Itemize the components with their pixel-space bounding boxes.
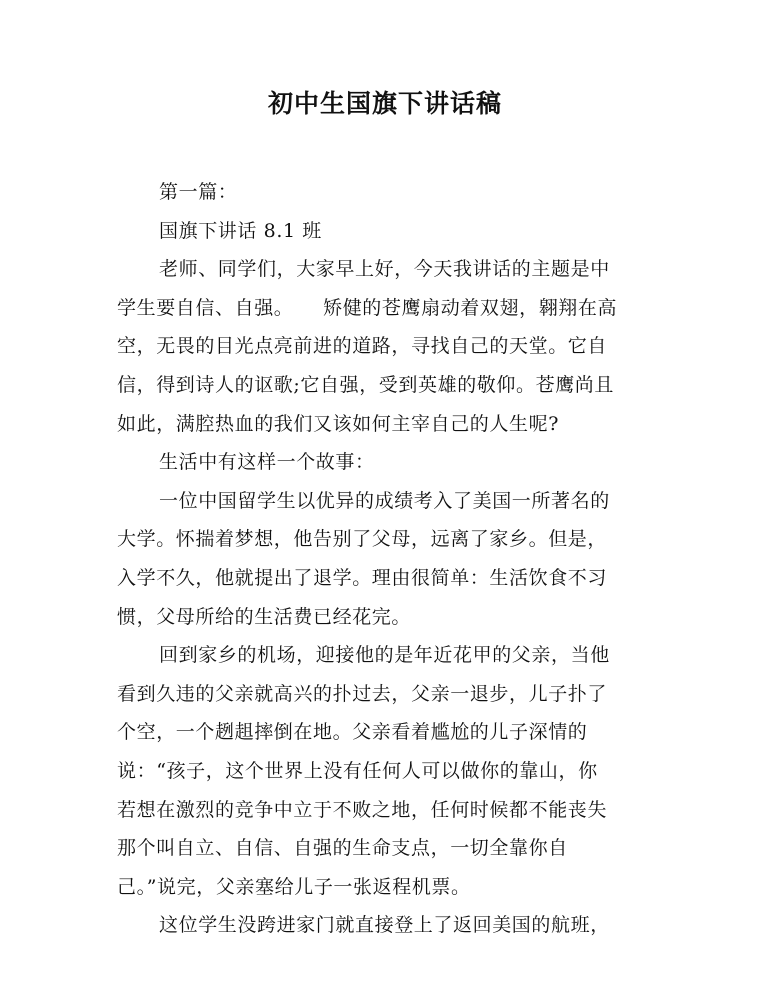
document-body	[117, 173, 677, 945]
paragraph-line: 生活中有这样一个故事：	[159, 451, 375, 474]
paragraph-line: 己。”说完，父亲塞给儿子一张返程机票。	[117, 875, 471, 898]
paragraph-line: 一位中国留学生以优异的成绩考入了美国一所著名的	[159, 489, 610, 512]
paragraph-line: 这位学生没跨进家门就直接登上了返回美国的航班，	[159, 914, 610, 937]
paragraph-line: 说：“孩子，这个世界上没有任何人可以做你的靠山，你	[117, 759, 598, 782]
paragraph-line: 入学不久，他就提出了退学。理由很简单：生活饮食不习	[117, 566, 608, 589]
paragraph-line: 大学。怀揣着梦想，他告别了父母，远离了家乡。但是，	[117, 528, 608, 551]
paragraph-line: 那个叫自立、自信、自强的生命支点，一切全靠你自	[117, 837, 568, 860]
document-title: 初中生国旗下讲话稿	[267, 89, 502, 118]
paragraph-line: 国旗下讲话 8.1 班	[159, 219, 322, 242]
paragraph-line: 惯，父母所给的生活费已经花完。	[117, 605, 412, 628]
paragraph-line: 空，无畏的目光点亮前进的道路，寻找自己的天堂。它自	[117, 335, 608, 358]
paragraph-line: 个空，一个趔趄摔倒在地。父亲看着尴尬的儿子深情的	[117, 721, 588, 744]
paragraph-line: 若想在激烈的竞争中立于不败之地，任何时候都不能丧失	[117, 798, 608, 821]
paragraph-line: 信，得到诗人的讴歌;它自强，受到英雄的敬仰。苍鹰尚且	[117, 373, 615, 396]
paragraph-line: 学生要自信、自强。 矫健的苍鹰扇动着双翅，翱翔在高	[117, 296, 618, 319]
paragraph-line: 看到久违的父亲就高兴的扑过去，父亲一退步，儿子扑了	[117, 682, 608, 705]
paragraph-line: 如此，满腔热血的我们又该如何主宰自己的人生呢?	[117, 412, 559, 435]
paragraph-line: 老师、同学们，大家早上好，今天我讲话的主题是中	[159, 258, 610, 281]
paragraph-line: 回到家乡的机场，迎接他的是年近花甲的父亲，当他	[159, 644, 610, 667]
paragraph-line: 第一篇：	[159, 181, 238, 203]
